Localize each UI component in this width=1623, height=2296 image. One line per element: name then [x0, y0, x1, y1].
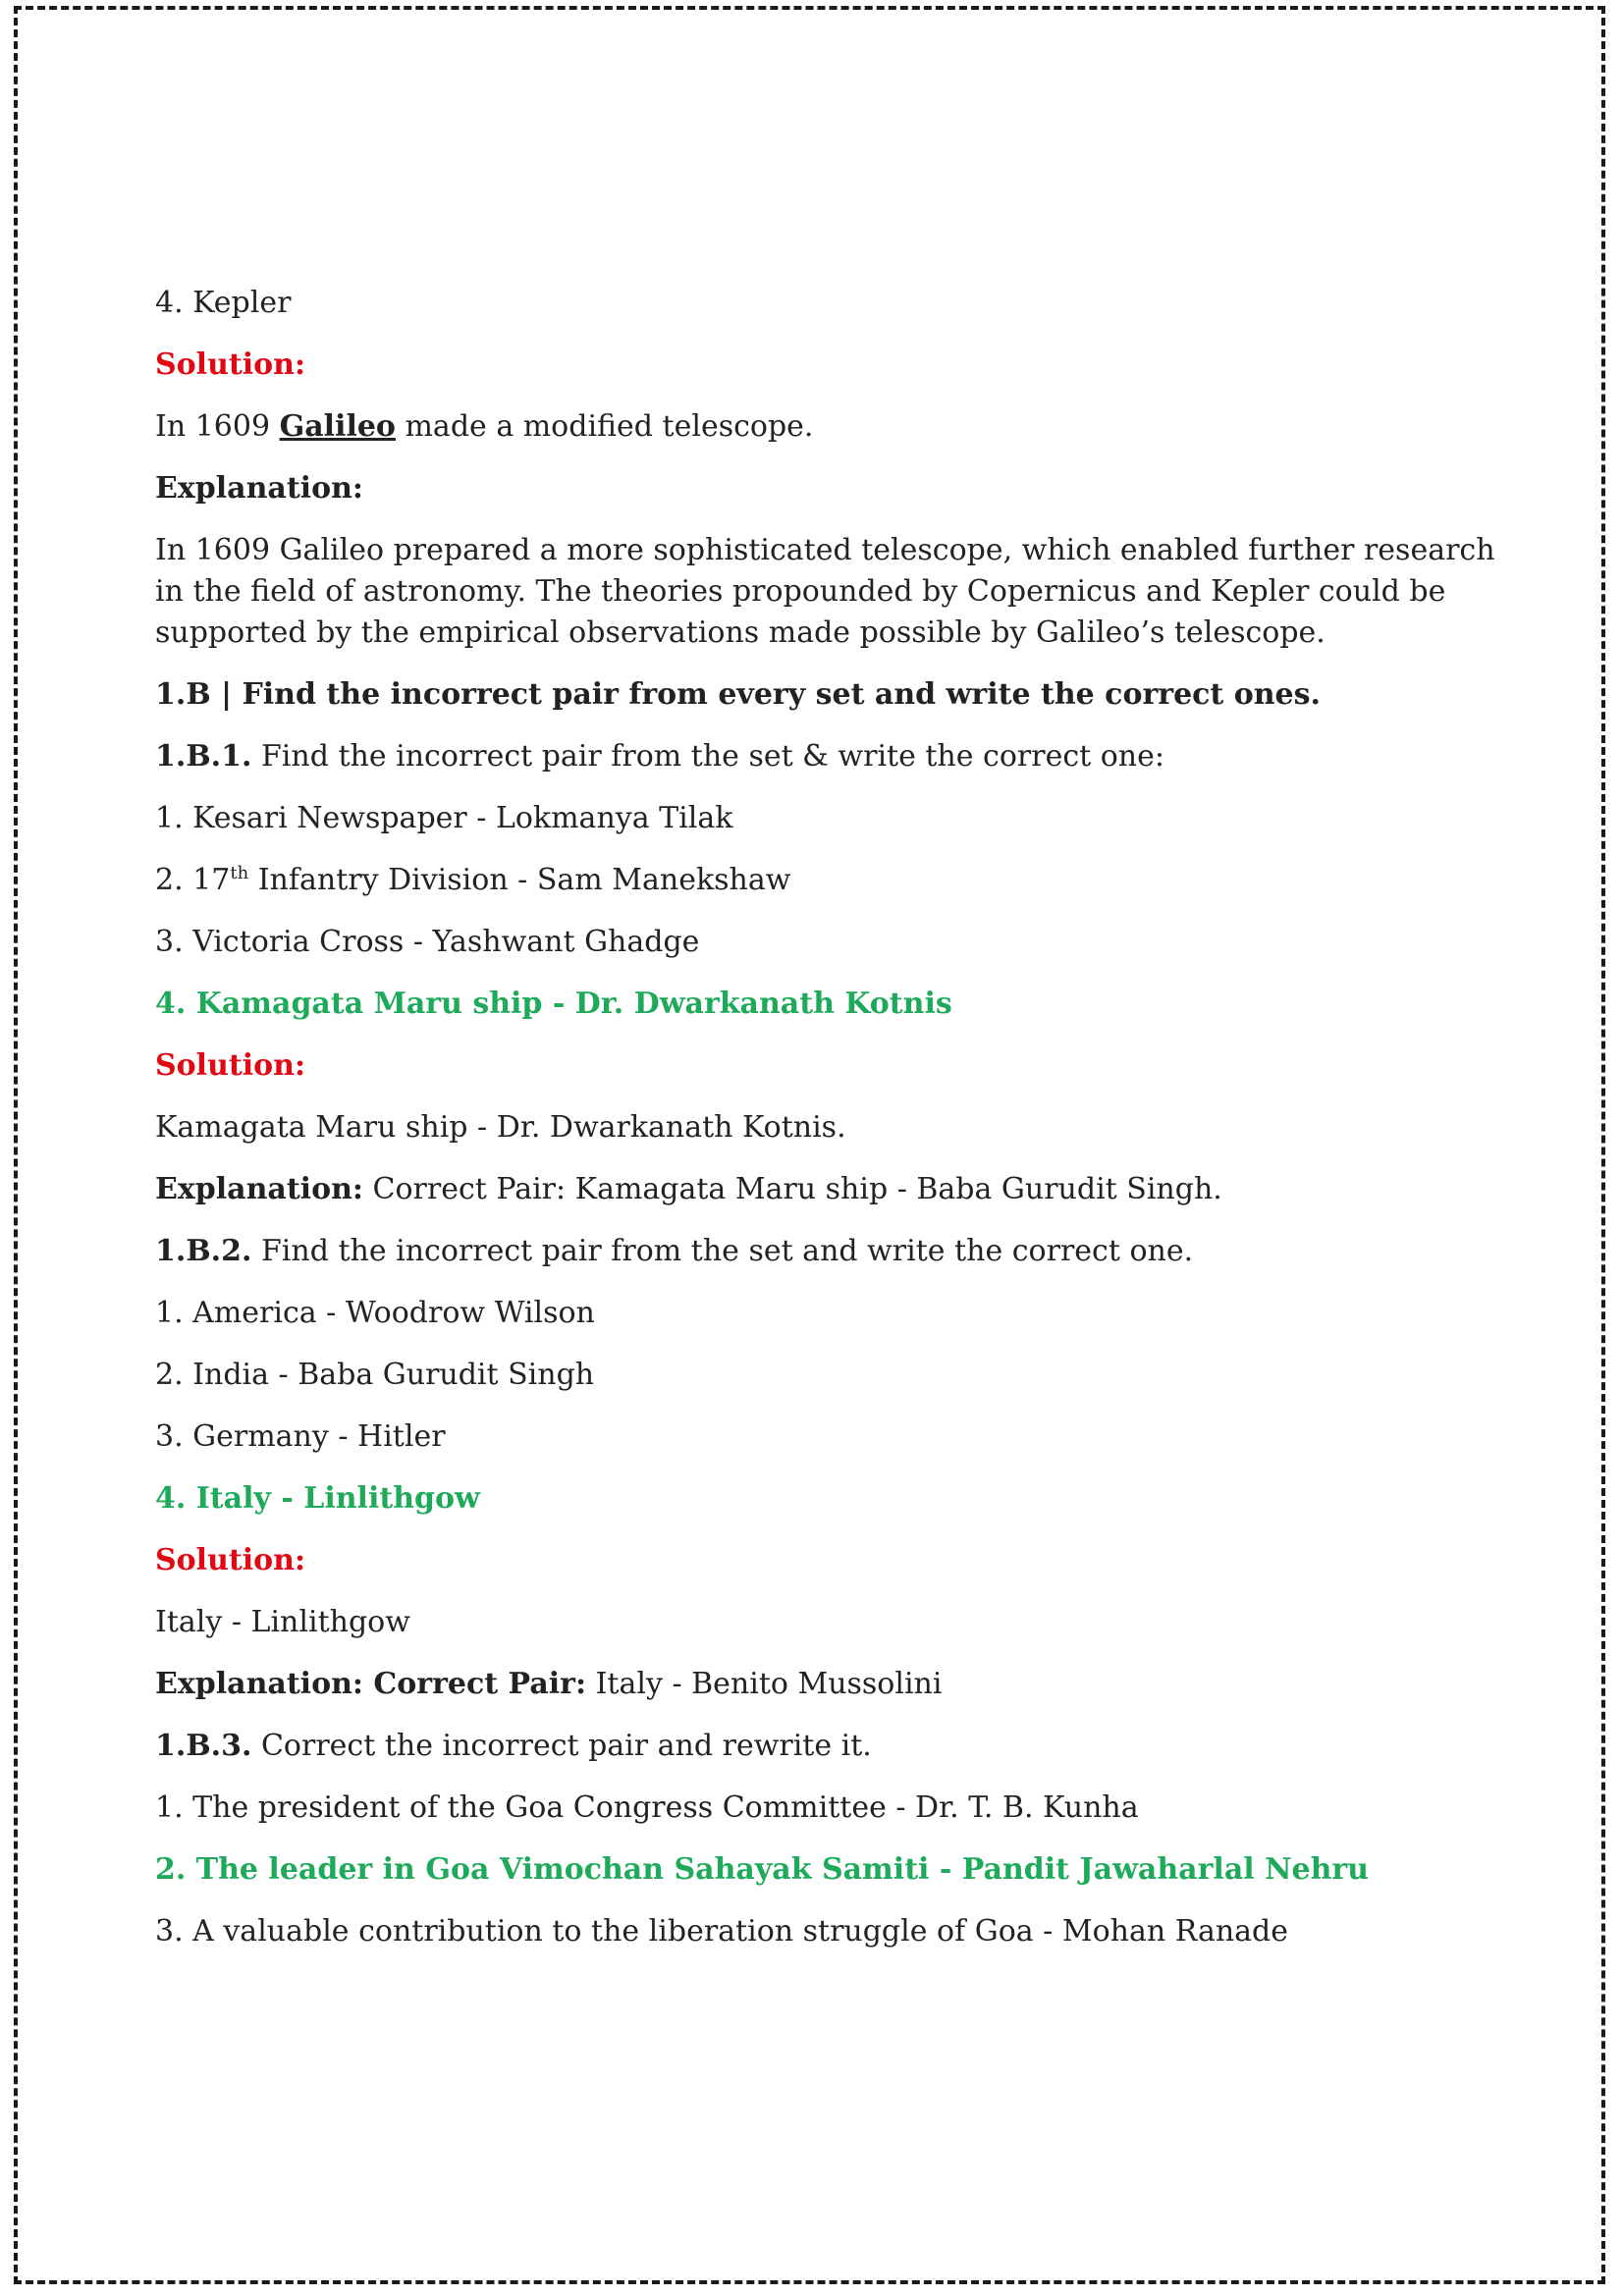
explanation-line [155, 1169, 1510, 1210]
question-text: Find the incorrect pair from the set and write the correct one. [251, 1234, 1194, 1268]
solution-text: Kamagata Maru ship - Dr. Dwarkanath Kotnis. [155, 1110, 846, 1145]
option-text: 1. Kesari Newspaper - Lokmanya Tilak [155, 801, 733, 835]
option-text: 1. America - Woodrow Wilson [155, 1296, 595, 1330]
option-line [155, 798, 1510, 839]
answer-option-text: 4. Italy - Linlithgow [155, 1481, 480, 1516]
option-text-post: Infantry Division - Sam Manekshaw [248, 863, 791, 897]
solution-label-text: Solution: [155, 1048, 306, 1083]
highlighted-answer-option [155, 984, 1510, 1025]
explanation-paragraph [155, 530, 1510, 654]
question-number: 1.B.1. [155, 739, 252, 774]
option-text: 3. Victoria Cross - Yashwant Ghadge [155, 925, 700, 959]
solution-label [155, 1045, 1510, 1087]
solution-answer [155, 406, 1510, 448]
option-line [155, 1788, 1510, 1829]
option-line [155, 283, 1510, 324]
ordinal-superscript: th [230, 863, 249, 883]
option-line [155, 860, 1510, 901]
solution-text-pre: In 1609 [155, 409, 280, 444]
answer-option-text: 2. The leader in Goa Vimochan Sahayak Samiti - Pandit Jawaharlal Nehru [155, 1852, 1370, 1887]
option-text: 3. Germany - Hitler [155, 1419, 446, 1454]
explanation-label [155, 468, 1510, 509]
question-1b1 [155, 736, 1510, 777]
question-text: Correct the incorrect pair and rewrite it. [251, 1729, 872, 1763]
question-1b3 [155, 1726, 1510, 1767]
solution-answer [155, 1602, 1510, 1643]
solution-label [155, 1540, 1510, 1581]
option-text-pre: 2. 17 [155, 863, 231, 897]
question-text: Find the incorrect pair from the set & write the correct one: [251, 739, 1164, 774]
explanation-label-text: Explanation: Correct Pair: [155, 1667, 587, 1701]
option-text: 2. India - Baba Gurudit Singh [155, 1358, 595, 1392]
document-body [155, 283, 1510, 1973]
explanation-text: In 1609 Galileo prepared a more sophisticated telescope, which enabled further research in the field of astronomy. The theories propounded by Copernicus and Kepler could be supported by the empirical observations made possible by Galileo’s telescope. [155, 533, 1495, 650]
option-text: 3. A valuable contribution to the liberation struggle of Goa - Mohan Ranade [155, 1914, 1289, 1949]
highlighted-answer-option [155, 1849, 1510, 1891]
option-text: 1. The president of the Goa Congress Committee - Dr. T. B. Kunha [155, 1790, 1139, 1825]
option-line [155, 1911, 1510, 1952]
solution-label-text: Solution: [155, 1543, 306, 1577]
solution-text-post: made a modified telescope. [395, 409, 814, 444]
solution-answer [155, 1107, 1510, 1148]
option-line [155, 1293, 1510, 1334]
solution-label [155, 345, 1510, 386]
option-text: 4. Kepler [155, 286, 292, 320]
solution-keyword: Galileo [279, 409, 396, 444]
option-line [155, 922, 1510, 963]
section-heading [155, 674, 1510, 716]
option-line [155, 1416, 1510, 1458]
question-1b2 [155, 1231, 1510, 1272]
section-heading-text: 1.B | Find the incorrect pair from every set and write the correct ones. [155, 677, 1321, 712]
explanation-text: Correct Pair: Kamagata Maru ship - Baba Gurudit Singh. [362, 1172, 1222, 1206]
explanation-label-text: Explanation: [155, 471, 363, 506]
option-line [155, 1355, 1510, 1396]
solution-text: Italy - Linlithgow [155, 1605, 410, 1639]
question-number: 1.B.2. [155, 1234, 252, 1268]
explanation-label-text: Explanation: [155, 1172, 363, 1206]
explanation-text: Italy - Benito Mussolini [586, 1667, 943, 1701]
solution-label-text: Solution: [155, 347, 306, 382]
explanation-line [155, 1664, 1510, 1705]
question-number: 1.B.3. [155, 1729, 252, 1763]
highlighted-answer-option [155, 1478, 1510, 1520]
answer-option-text: 4. Kamagata Maru ship - Dr. Dwarkanath Kotnis [155, 987, 952, 1021]
